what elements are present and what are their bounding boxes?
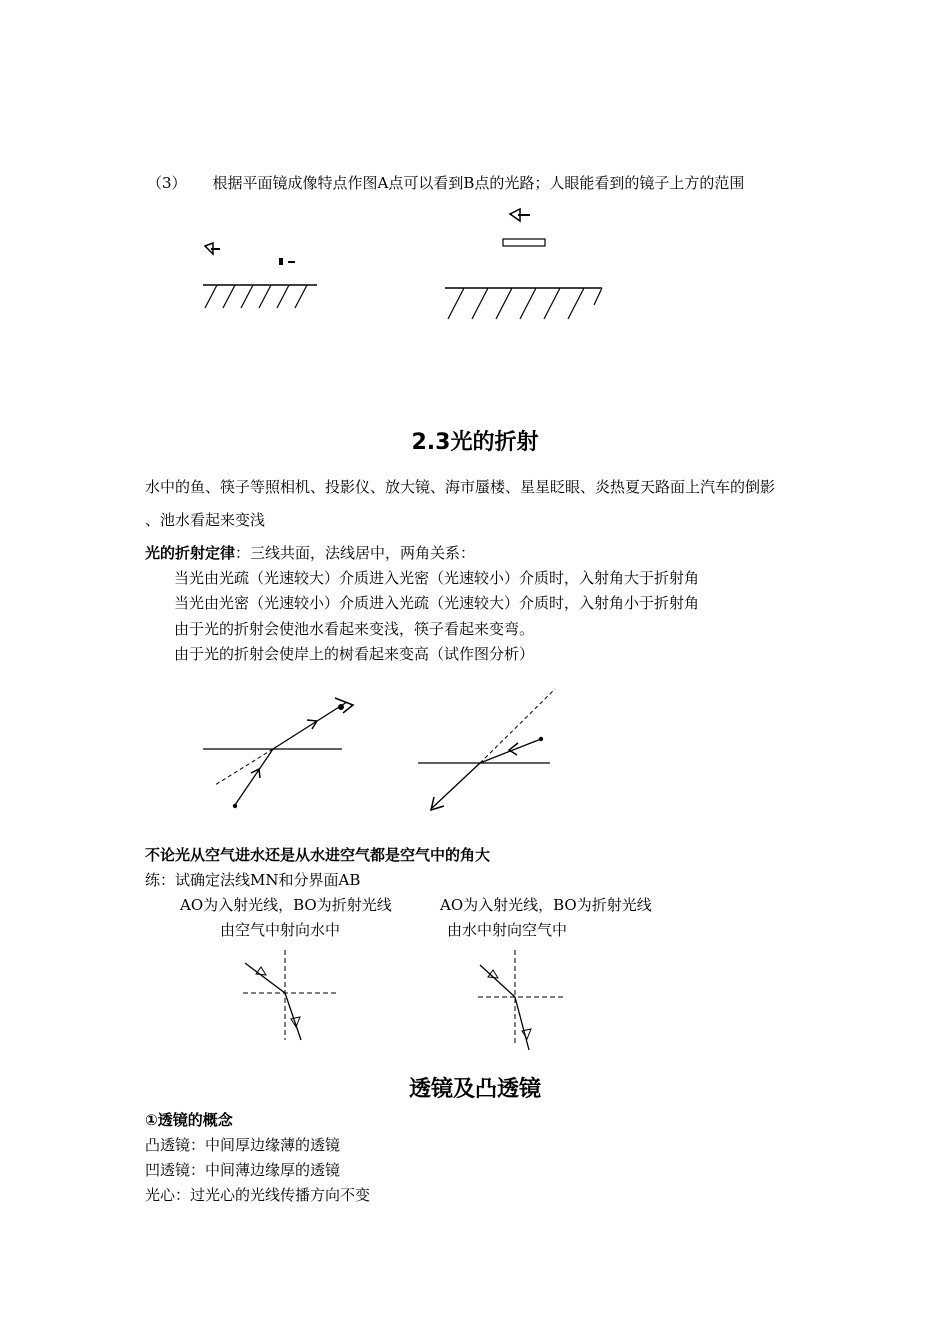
object-point	[233, 804, 237, 808]
refraction-rule-1: 当光由光疏（光速较大）介质进入光密（光速较小）介质时，入射角大于折射角	[174, 569, 700, 587]
section-3-instruction: 根据平面镜成像特点作图A点可以看到B点的光路；人眼能看到的镜子上方的范围	[212, 174, 745, 192]
exercise-prompt: 练：试确定法线MN和分界面AB	[145, 871, 361, 889]
refraction-law-text: ：三线共面，法线居中，两角关系：	[235, 544, 476, 562]
arrow-icon	[256, 967, 266, 975]
extension-line	[215, 749, 273, 785]
point-b-mark	[279, 258, 283, 265]
concave-lens-definition: 凹透镜：中间薄边缘厚的透镜	[145, 1161, 341, 1179]
phenomena-line-2: 、池水看起来变浅	[145, 511, 266, 529]
plane-mirror-figure-left	[195, 240, 325, 315]
ray-bo	[515, 997, 529, 1050]
incident-ray	[235, 749, 273, 805]
light-source-point	[539, 737, 543, 741]
ray-ao	[245, 963, 285, 993]
arrow-icon	[251, 769, 260, 778]
refraction-law	[145, 543, 475, 563]
eye-icon	[335, 698, 353, 713]
small-mirror	[503, 239, 545, 246]
refraction-diagram-air-to-water	[410, 685, 570, 815]
arrow-icon	[522, 1029, 531, 1039]
refraction-summary: 不论光从空气进水还是从水进空气都是空气中的角大	[145, 846, 491, 864]
phenomena-line-1: 水中的鱼、筷子等照相机、投影仪、放大镜、海市蜃楼、星星眨眼、炎热夏天路面上汽车的倒影	[145, 478, 776, 496]
refracted-ray	[273, 702, 347, 749]
refraction-rule-2: 当光由光密（光速较小）介质进入光疏（光速较大）介质时，入射角小于折射角	[174, 594, 700, 612]
refraction-law-label: 光的折射定律	[145, 544, 236, 562]
refraction-rule-3: 由于光的折射会使池水看起来变浅，筷子看起来变弯。	[174, 620, 535, 638]
exercise-diagram-left	[240, 950, 340, 1045]
refraction-diagram-water-to-air	[195, 690, 365, 815]
refracted-ray	[432, 763, 480, 808]
exercise-left-line-1: AO为入射光线，BO为折射光线	[180, 896, 392, 914]
exercise-right-line-2: 由水中射向空气中	[447, 921, 568, 939]
convex-lens-definition: 凸透镜：中间厚边缘薄的透镜	[145, 1136, 341, 1154]
ray-bo	[285, 993, 301, 1040]
lens-title: 透镜及凸透镜	[408, 1077, 541, 1102]
optical-center-definition: 光心：过光心的光线传播方向不变	[145, 1186, 371, 1204]
refraction-title: 2.3光的折射	[411, 430, 539, 455]
section-3-number: （3）	[147, 174, 187, 192]
exercise-diagram-right	[475, 950, 575, 1055]
section-3-text	[147, 173, 744, 193]
exercise-left-line-2: 由空气中射向水中	[220, 921, 341, 939]
ray-ao	[480, 965, 515, 997]
extension-line	[480, 689, 555, 763]
lens-concept-heading: ①透镜的概念	[145, 1111, 233, 1129]
refraction-rule-4: 由于光的折射会使岸上的树看起来变高（试作图分析）	[174, 645, 535, 663]
plane-mirror-figure-right	[440, 205, 610, 325]
exercise-right-line-1: AO为入射光线，BO为折射光线	[440, 896, 652, 914]
